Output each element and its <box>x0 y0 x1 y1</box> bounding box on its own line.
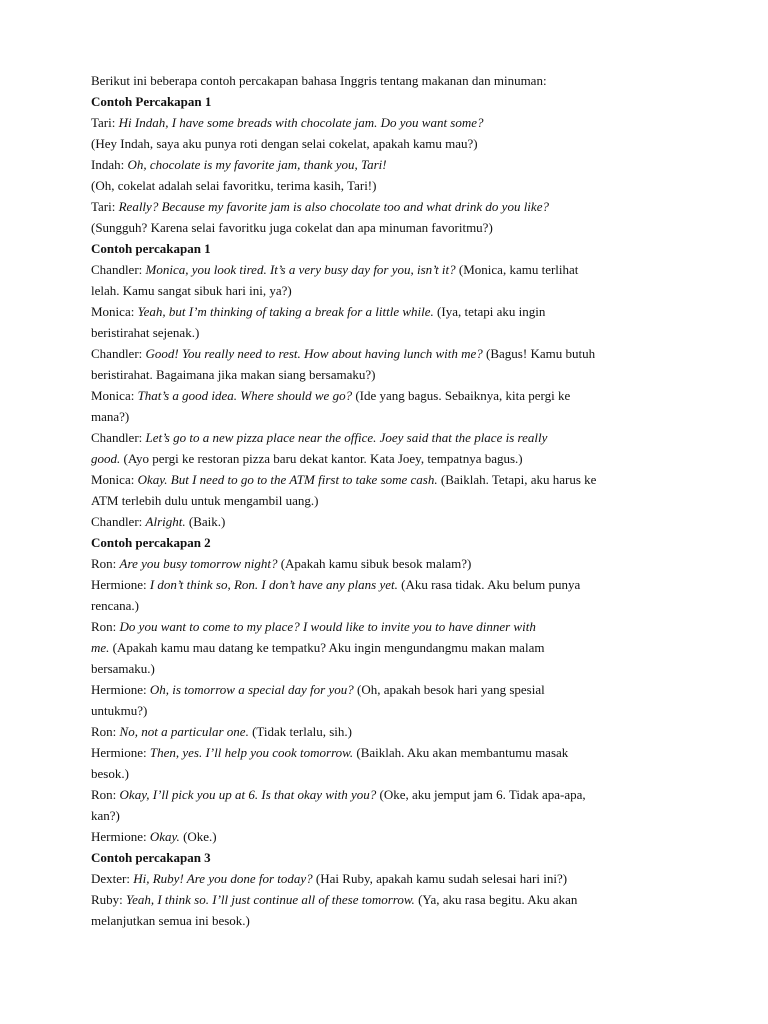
dialogue-line <box>91 574 691 595</box>
speaker-name: Chandler: <box>91 346 146 361</box>
section-heading: Contoh Percakapan 1 <box>91 94 212 109</box>
speaker-name: Ron: <box>91 556 120 571</box>
speaker-name: Hermione: <box>91 745 150 760</box>
english-text: Hi, Ruby! Are you done for today? <box>133 871 313 886</box>
dialogue-line <box>91 112 691 133</box>
english-text: Are you busy tomorrow night? <box>119 556 278 571</box>
speaker-name: Monica: <box>91 472 138 487</box>
english-text: Good! You really need to rest. How about having lunch with me? <box>145 346 483 361</box>
indonesian-text: (Tidak terlalu, sih.) <box>252 724 352 739</box>
dialogue-line <box>91 553 691 574</box>
indonesian-text: (Oke.) <box>183 829 217 844</box>
indonesian-text: (Ide yang bagus. Sebaiknya, kita pergi ke <box>355 388 571 403</box>
indonesian-text: (Aku rasa tidak. Aku belum punya <box>401 577 581 592</box>
speaker-name: Ruby: <box>91 892 127 907</box>
speaker-name: Monica: <box>91 388 138 403</box>
indonesian-text: (Oke, aku jemput jam 6. Tidak apa-apa, <box>379 787 586 802</box>
dialogue-line <box>91 616 691 637</box>
dialogue-line <box>91 343 691 364</box>
dialogue-line <box>91 196 691 217</box>
english-text: me. <box>91 640 110 655</box>
speaker-name: Ron: <box>91 724 120 739</box>
english-text: That’s a good idea. Where should we go? <box>137 388 353 403</box>
translation-line: lelah. Kamu sangat sibuk hari ini, ya?) <box>91 283 292 298</box>
translation-line: melanjutkan semua ini besok.) <box>91 913 250 928</box>
translation-line: besok.) <box>91 766 129 781</box>
english-text: I don’t think so, Ron. I don’t have any plans yet. <box>149 577 398 592</box>
intro-line: Berikut ini beberapa contoh percakapan bahasa Inggris tentang makanan dan minuman: <box>91 73 547 88</box>
dialogue-line <box>91 742 691 763</box>
section-heading: Contoh percakapan 3 <box>91 850 211 865</box>
speaker-name: Hermione: <box>91 829 150 844</box>
indonesian-text: (Baik.) <box>188 514 226 529</box>
indonesian-text: (Apakah kamu sibuk besok malam?) <box>280 556 472 571</box>
english-text: Oh, is tomorrow a special day for you? <box>149 682 354 697</box>
english-text: No, not a particular one. <box>119 724 249 739</box>
speaker-name: Hermione: <box>91 577 150 592</box>
speaker-name: Indah: <box>91 157 128 172</box>
dialogue-line <box>91 511 691 532</box>
translation-line: kan?) <box>91 808 120 823</box>
document-page <box>91 70 691 931</box>
speaker-name: Chandler: <box>91 430 146 445</box>
speaker-name: Ron: <box>91 787 120 802</box>
english-text: good. <box>91 451 121 466</box>
dialogue-line <box>91 469 691 490</box>
translation-line: beristirahat. Bagaimana jika makan siang bersamaku?) <box>91 367 376 382</box>
dialogue-line <box>91 868 691 889</box>
translation-line: (Oh, cokelat adalah selai favoritku, terima kasih, Tari!) <box>91 178 377 193</box>
english-text: Okay. <box>149 829 180 844</box>
speaker-name: Monica: <box>91 304 138 319</box>
dialogue-line <box>91 826 691 847</box>
english-text: Monica, you look tired. It’s a very busy day for you, isn’t it? <box>145 262 456 277</box>
speaker-name: Dexter: <box>91 871 134 886</box>
dialogue-line <box>91 637 691 658</box>
indonesian-text: (Ayo pergi ke restoran pizza baru dekat kantor. Kata Joey, tempatnya bagus.) <box>123 451 523 466</box>
english-text: Oh, chocolate is my favorite jam, thank you, Tari! <box>127 157 387 172</box>
translation-line: mana?) <box>91 409 130 424</box>
dialogue-line <box>91 154 691 175</box>
conversation-body <box>91 91 691 931</box>
translation-line: bersamaku.) <box>91 661 155 676</box>
english-text: Do you want to come to my place? I would like to invite you to have dinner with <box>119 619 536 634</box>
translation-line: beristirahat sejenak.) <box>91 325 200 340</box>
indonesian-text: (Ya, aku rasa begitu. Aku akan <box>418 892 578 907</box>
translation-line: ATM terlebih dulu untuk mengambil uang.) <box>91 493 319 508</box>
english-text: Hi Indah, I have some breads with chocolate jam. Do you want some? <box>118 115 484 130</box>
dialogue-line <box>91 679 691 700</box>
indonesian-text: (Iya, tetapi aku ingin <box>437 304 546 319</box>
english-text: Okay. But I need to go to the ATM first to take some cash. <box>137 472 438 487</box>
english-text: Really? Because my favorite jam is also chocolate too and what drink do you like? <box>118 199 549 214</box>
dialogue-line <box>91 259 691 280</box>
speaker-name: Chandler: <box>91 514 146 529</box>
indonesian-text: (Baiklah. Tetapi, aku harus ke <box>440 472 597 487</box>
english-text: Let’s go to a new pizza place near the office. Joey said that the place is really <box>145 430 548 445</box>
indonesian-text: (Hai Ruby, apakah kamu sudah selesai hari ini?) <box>315 871 568 886</box>
english-text: Yeah, but I’m thinking of taking a break for a little while. <box>137 304 434 319</box>
indonesian-text: (Bagus! Kamu butuh <box>486 346 596 361</box>
speaker-name: Tari: <box>91 115 119 130</box>
translation-line: untukmu?) <box>91 703 148 718</box>
dialogue-line <box>91 448 691 469</box>
indonesian-text: (Monica, kamu terlihat <box>458 262 579 277</box>
dialogue-line <box>91 385 691 406</box>
indonesian-text: (Baiklah. Aku akan membantumu masak <box>356 745 569 760</box>
translation-line: (Hey Indah, saya aku punya roti dengan selai cokelat, apakah kamu mau?) <box>91 136 478 151</box>
section-heading: Contoh percakapan 2 <box>91 535 211 550</box>
translation-line: (Sungguh? Karena selai favoritku juga cokelat dan apa minuman favoritmu?) <box>91 220 493 235</box>
indonesian-text: (Apakah kamu mau datang ke tempatku? Aku ingin mengundangmu makan malam <box>112 640 545 655</box>
speaker-name: Ron: <box>91 619 120 634</box>
english-text: Yeah, I think so. I’ll just continue all of these tomorrow. <box>126 892 415 907</box>
dialogue-line <box>91 301 691 322</box>
section-heading: Contoh percakapan 1 <box>91 241 211 256</box>
speaker-name: Tari: <box>91 199 119 214</box>
dialogue-line <box>91 889 691 910</box>
dialogue-line <box>91 427 691 448</box>
speaker-name: Chandler: <box>91 262 146 277</box>
english-text: Then, yes. I’ll help you cook tomorrow. <box>149 745 354 760</box>
speaker-name: Hermione: <box>91 682 150 697</box>
english-text: Alright. <box>145 514 186 529</box>
indonesian-text: (Oh, apakah besok hari yang spesial <box>357 682 545 697</box>
dialogue-line <box>91 784 691 805</box>
dialogue-line <box>91 721 691 742</box>
translation-line: rencana.) <box>91 598 139 613</box>
english-text: Okay, I’ll pick you up at 6. Is that okay with you? <box>119 787 377 802</box>
